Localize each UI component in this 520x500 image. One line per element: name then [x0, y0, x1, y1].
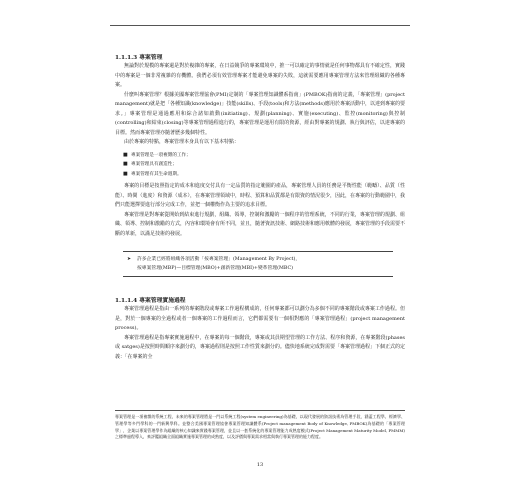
paragraph: 專案的目標是按照指定的成本和進度交付具有一定品質的指定範圍的產品，專案管理人員的任務是平衡性能（範疇）、品質（性能）、時間（進度）和資源（成本），在專案管理領域中，時程、預算和品質都是有限資的情況很少，因此，在專案的行動範圍中，我們只能選擇要進行部分完成工作，並把一個權衡作為主要的追求目標。: [115, 183, 406, 208]
paragraph: 由於專案的特點，專案管理本身具有以下基本特點：: [124, 139, 240, 145]
footnote-area: [115, 410, 405, 441]
list-item: ■ 專案管理有其生命週期。: [123, 170, 405, 180]
quote-line: 按專案管理(MBP)—目標管理(MBO)+創新管理(MBI)+變革管理(MBC): [137, 266, 294, 271]
highlight-box: [123, 251, 393, 277]
paragraph: 專案管理過程是指專案實施過程中，在專案的每一個階段，專案或其員期望管理的工作方法、程序和資源，在專案階段(phases 或 satges)是按照時間順序來劃分的，專案過程則是按照工作性質來劃分的。儘快地系統完成對需要「專案管理過程」下個正式的定義：「在專案的全: [115, 334, 405, 360]
paragraph: 無論對於規模的專案還是對於複雜的專案，在日益競爭的專案環境中，推一可以確定的事情就是任何事物都具有不確定性，實踐中的專案是一個非常複雜的有機體。我們必須有效管理專案才能避免專案的失敗，這就需要應用專案管理方法來管理組織的各種專案。: [115, 63, 405, 88]
main-content: [115, 30, 405, 362]
section-title: 1.1.1.3 專案管理: [115, 55, 163, 61]
paragraph: 專案管理過程是指由一系列的專案階段或專案工作過程構成的，任何專案都可以劃分為多個不同的專案階段或專案工作過程。但是，對於一個專案的全過程或者一個專案的工作過程而言，它們都需要有一個相對應的「專案管理過程」(project management process)。: [115, 306, 405, 331]
list-item: ■ 專案管理是一項複雜的工作；: [123, 151, 405, 161]
square-bullet-icon: ■: [123, 170, 128, 177]
square-bullet-icon: ■: [123, 151, 128, 158]
footnote: 專案管理是一項複雜的系統工程，未來的專案管理將是一門以系統工程(system engineering)為基礎，以現代發展的資訊技術為管理手段，涵蓋工程學、經濟學、管理學等多門學科的一門新興學科。並整合美國專案管理協會專案管理知識體系(Project management Body of Knowledge, PMBOK)為基礎的「專案管理學」，企業以專案管理學作為組織的核心知識來實踐專案管理，並且以一套系統化的專案管理能力成熟度模式(Project Management Maturity Model, PMMM)之標準過程導入，來評鑑組織全面組織實施專案管理的成熟度，以及評價與專案需求相當與執行專案管理的能力程度。: [115, 414, 405, 440]
paragraph: 專案管理是對專案從開始到結束進行規劃，組織、領導，控制和激勵的一個程序的管理系統，不同的行業，專案管理的規劃、組織、領導、控制和激勵的方式，內容和環境會有所不同，並且，隨著資訊技術、網路技術和應用軟體的發展，專案管理的手段需要不斷的革新，以滿足技術的發展。: [115, 211, 406, 237]
paragraph: 什麼叫專案管理？根據美國專案管理協會(PMI)定制的「專案管理知識體系指南」(PMBOK)指南的定義，「專案管理」(project management)就是把「各種知識(knowledge)」技能(skills)、手段(tools)和方法(methods)應用於專案活動中，以達到專案的要求。」專案管理是通過應用和綜合諸如啟動(initiating)、規劃(planning)、實施(executing)、監控(monitoring)與控制(controlling)和結束(closing)等專案管理過程進行的，專案管理是運用有限的資源，經由對專案的規劃、執行與評估，以達專案的目標。然而專案管理亦隨著歷多幾個特性。: [115, 91, 405, 136]
arrow-pointer-icon: ➤: [127, 257, 132, 262]
header-rule: [110, 25, 410, 26]
section-title: 1.1.1.4 專案管理實施過程: [115, 298, 186, 304]
square-bullet-icon: ■: [123, 161, 128, 167]
quote-line: 許多企業已經將組織各項活動「按專案管理」(Management By Project)，: [137, 257, 301, 262]
bullet-list: [115, 151, 405, 180]
list-item: ■ 專案管理具有創造性；: [123, 160, 405, 170]
page-number: 13: [256, 462, 264, 468]
